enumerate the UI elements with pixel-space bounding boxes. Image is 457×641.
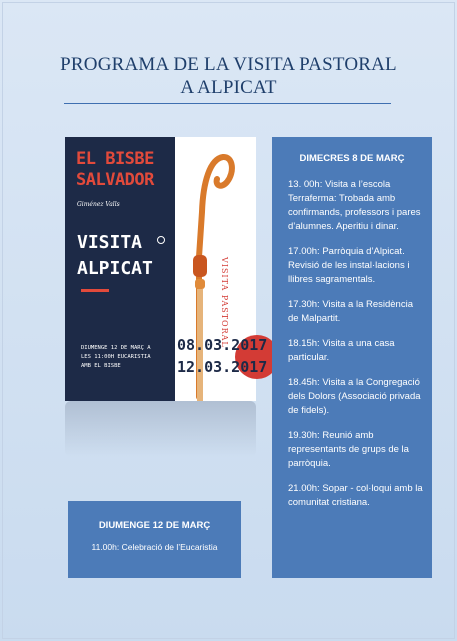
schedule-item: 13. 00h: Visita a l’escola Terraferma: Trobada amb confirmands, professors i pares d’alumnes. Aperitiu i dinar.	[288, 179, 421, 232]
wednesday-heading: DIMECRES 8 DE MARÇ	[299, 153, 405, 164]
sunday-schedule-box	[68, 501, 241, 578]
sunday-heading: DIUMENGE 12 DE MARÇ	[98, 520, 211, 531]
schedule-item: 18.45h: Visita a la Congregació dels Dolors (Associació privada de fidels).	[288, 377, 421, 416]
poster-date-end: 12.03.2017	[177, 358, 268, 376]
poster-visit-title: VISITA ALPICAT	[77, 232, 153, 279]
event-poster	[65, 137, 268, 401]
poster-surname: Giménez Valls	[77, 201, 120, 208]
poster-bishop-name: EL BISBE SALVADOR	[76, 149, 154, 190]
poster-info: DIUMENGE 12 DE MARÇ A LES 11:00H EUCARISTIA AMB EL BISBE	[81, 345, 151, 369]
page-title	[0, 53, 457, 99]
poster-vertical-text: VISITA PASTORAL	[220, 257, 229, 348]
title-divider	[64, 103, 391, 104]
schedule-item: 21.00h: Sopar - col·loqui amb la comunitat cristiana.	[288, 483, 423, 508]
schedule-item: 19.30h: Reunió amb representants de grups de la parròquia.	[288, 430, 409, 469]
wednesday-schedule-box	[272, 137, 432, 578]
poster-red-bar	[81, 289, 109, 292]
location-pin-icon	[157, 236, 165, 244]
title-line-2: A ALPICAT	[180, 77, 277, 98]
schedule-item: 17.00h: Parròquia d’Alpicat. Revisió de les instal·lacions i llibres sagramentals.	[288, 246, 410, 285]
poster-reflection	[65, 401, 256, 457]
poster-date-start: 08.03.2017	[177, 336, 268, 354]
sunday-schedule-item: 11.00h: Celebració de l’Eucaristia	[91, 542, 218, 552]
wednesday-schedule-list	[288, 178, 424, 521]
schedule-item: 17.30h: Visita a la Residència de Malpartit.	[288, 299, 413, 324]
schedule-item: 18.15h: Visita a una casa particular.	[288, 338, 395, 363]
title-line-1: PROGRAMA DE LA VISITA PASTORAL	[60, 54, 397, 75]
